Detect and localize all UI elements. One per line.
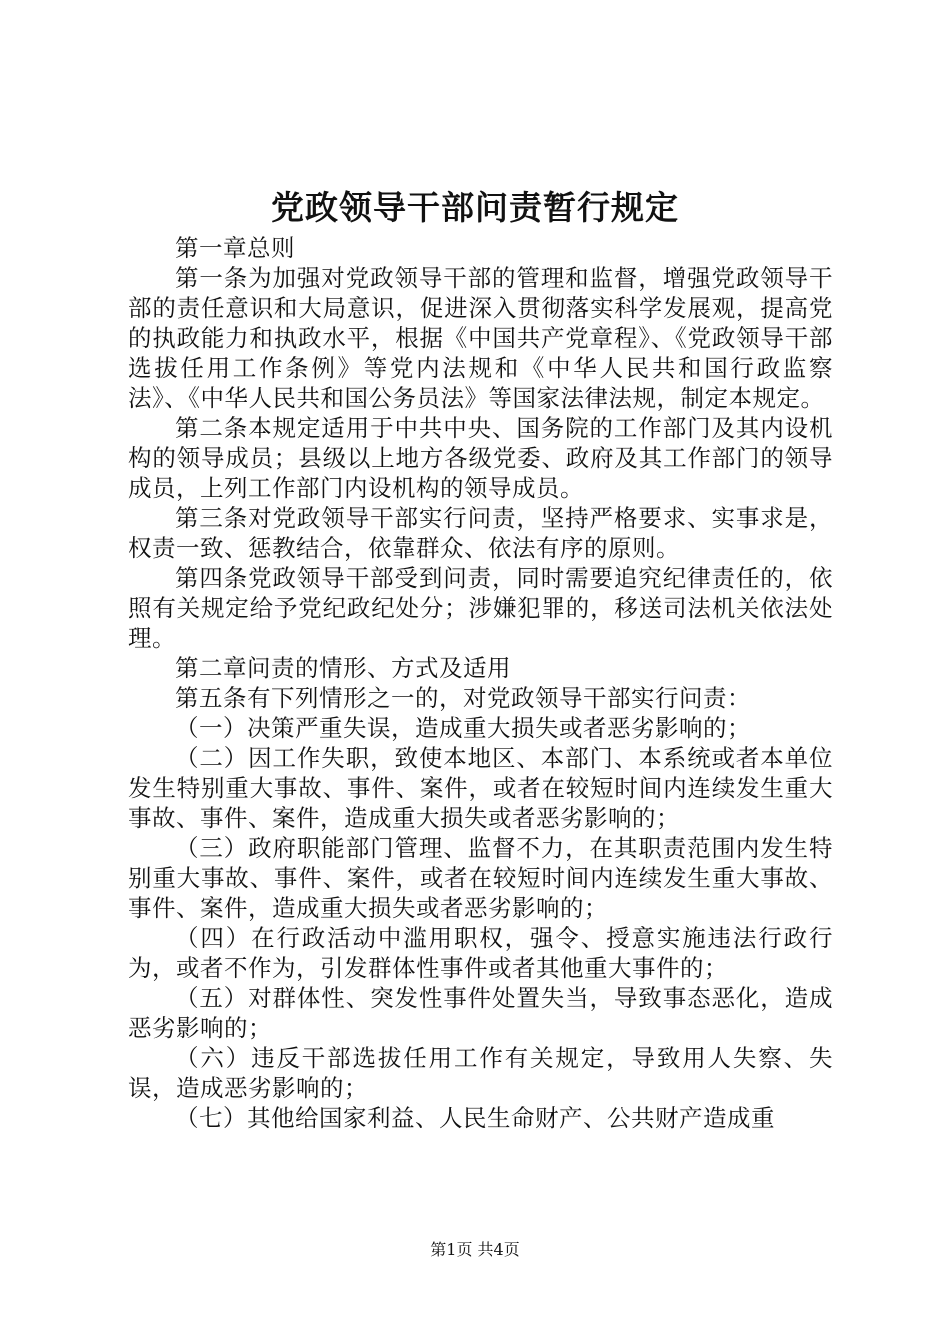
list-item: （一）决策严重失误，造成重大损失或者恶劣影响的； xyxy=(175,714,751,742)
page-number: 第1页 共4页 xyxy=(430,1240,520,1259)
list-item: （二）因工作失职，致使本地区、本部门、本系统或者本单位发生特别重大事故、事件、案件，或者在较短时间内连续发生重大事故、事件、案件，造成重大损失或者恶劣影响的； xyxy=(128,744,833,832)
article-paragraph: 第一条为加强对党政领导干部的管理和监督，增强党政领导干部的责任意识和大局意识，促进深入贯彻落实科学发展观，提高党的执政能力和执政水平，根据《中国共产党章程》、《党政领导干部选拔任用工作条例》等党内法规和《中华人民共和国行政监察法》、《中华人民共和国公务员法》等国家法律法规，制定本规定。 xyxy=(128,264,833,412)
chapter-heading: 第一章总则 xyxy=(175,234,295,262)
list-item: （四）在行政活动中滥用职权，强令、授意实施违法行政行为，或者不作为，引发群体性事件或者其他重大事件的； xyxy=(128,924,833,982)
document-body xyxy=(128,233,833,1133)
list-item: （六）违反干部选拔任用工作有关规定，导致用人失察、失误，造成恶劣影响的； xyxy=(128,1044,833,1102)
list-item: （五）对群体性、突发性事件处置失当，导致事态恶化，造成恶劣影响的； xyxy=(128,984,833,1042)
list-item: （七）其他给国家利益、人民生命财产、公共财产造成重 xyxy=(175,1104,775,1132)
chapter-heading: 第二章问责的情形、方式及适用 xyxy=(175,654,511,682)
article-paragraph: 第二条本规定适用于中共中央、国务院的工作部门及其内设机构的领导成员；县级以上地方各级党委、政府及其工作部门的领导成员，上列工作部门内设机构的领导成员。 xyxy=(128,414,833,502)
article-paragraph: 第四条党政领导干部受到问责，同时需要追究纪律责任的，依照有关规定给予党纪政纪处分；涉嫌犯罪的，移送司法机关依法处理。 xyxy=(128,564,833,652)
list-item: （三）政府职能部门管理、监督不力，在其职责范围内发生特别重大事故、事件、案件，或者在较短时间内连续发生重大事故、事件、案件，造成重大损失或者恶劣影响的； xyxy=(128,834,833,922)
article-paragraph: 第五条有下列情形之一的，对党政领导干部实行问责： xyxy=(175,684,751,712)
article-paragraph: 第三条对党政领导干部实行问责，坚持严格要求、实事求是，权责一致、惩教结合，依靠群众、依法有序的原则。 xyxy=(128,504,833,562)
document-title: 党政领导干部问责暂行规定 xyxy=(271,188,679,227)
